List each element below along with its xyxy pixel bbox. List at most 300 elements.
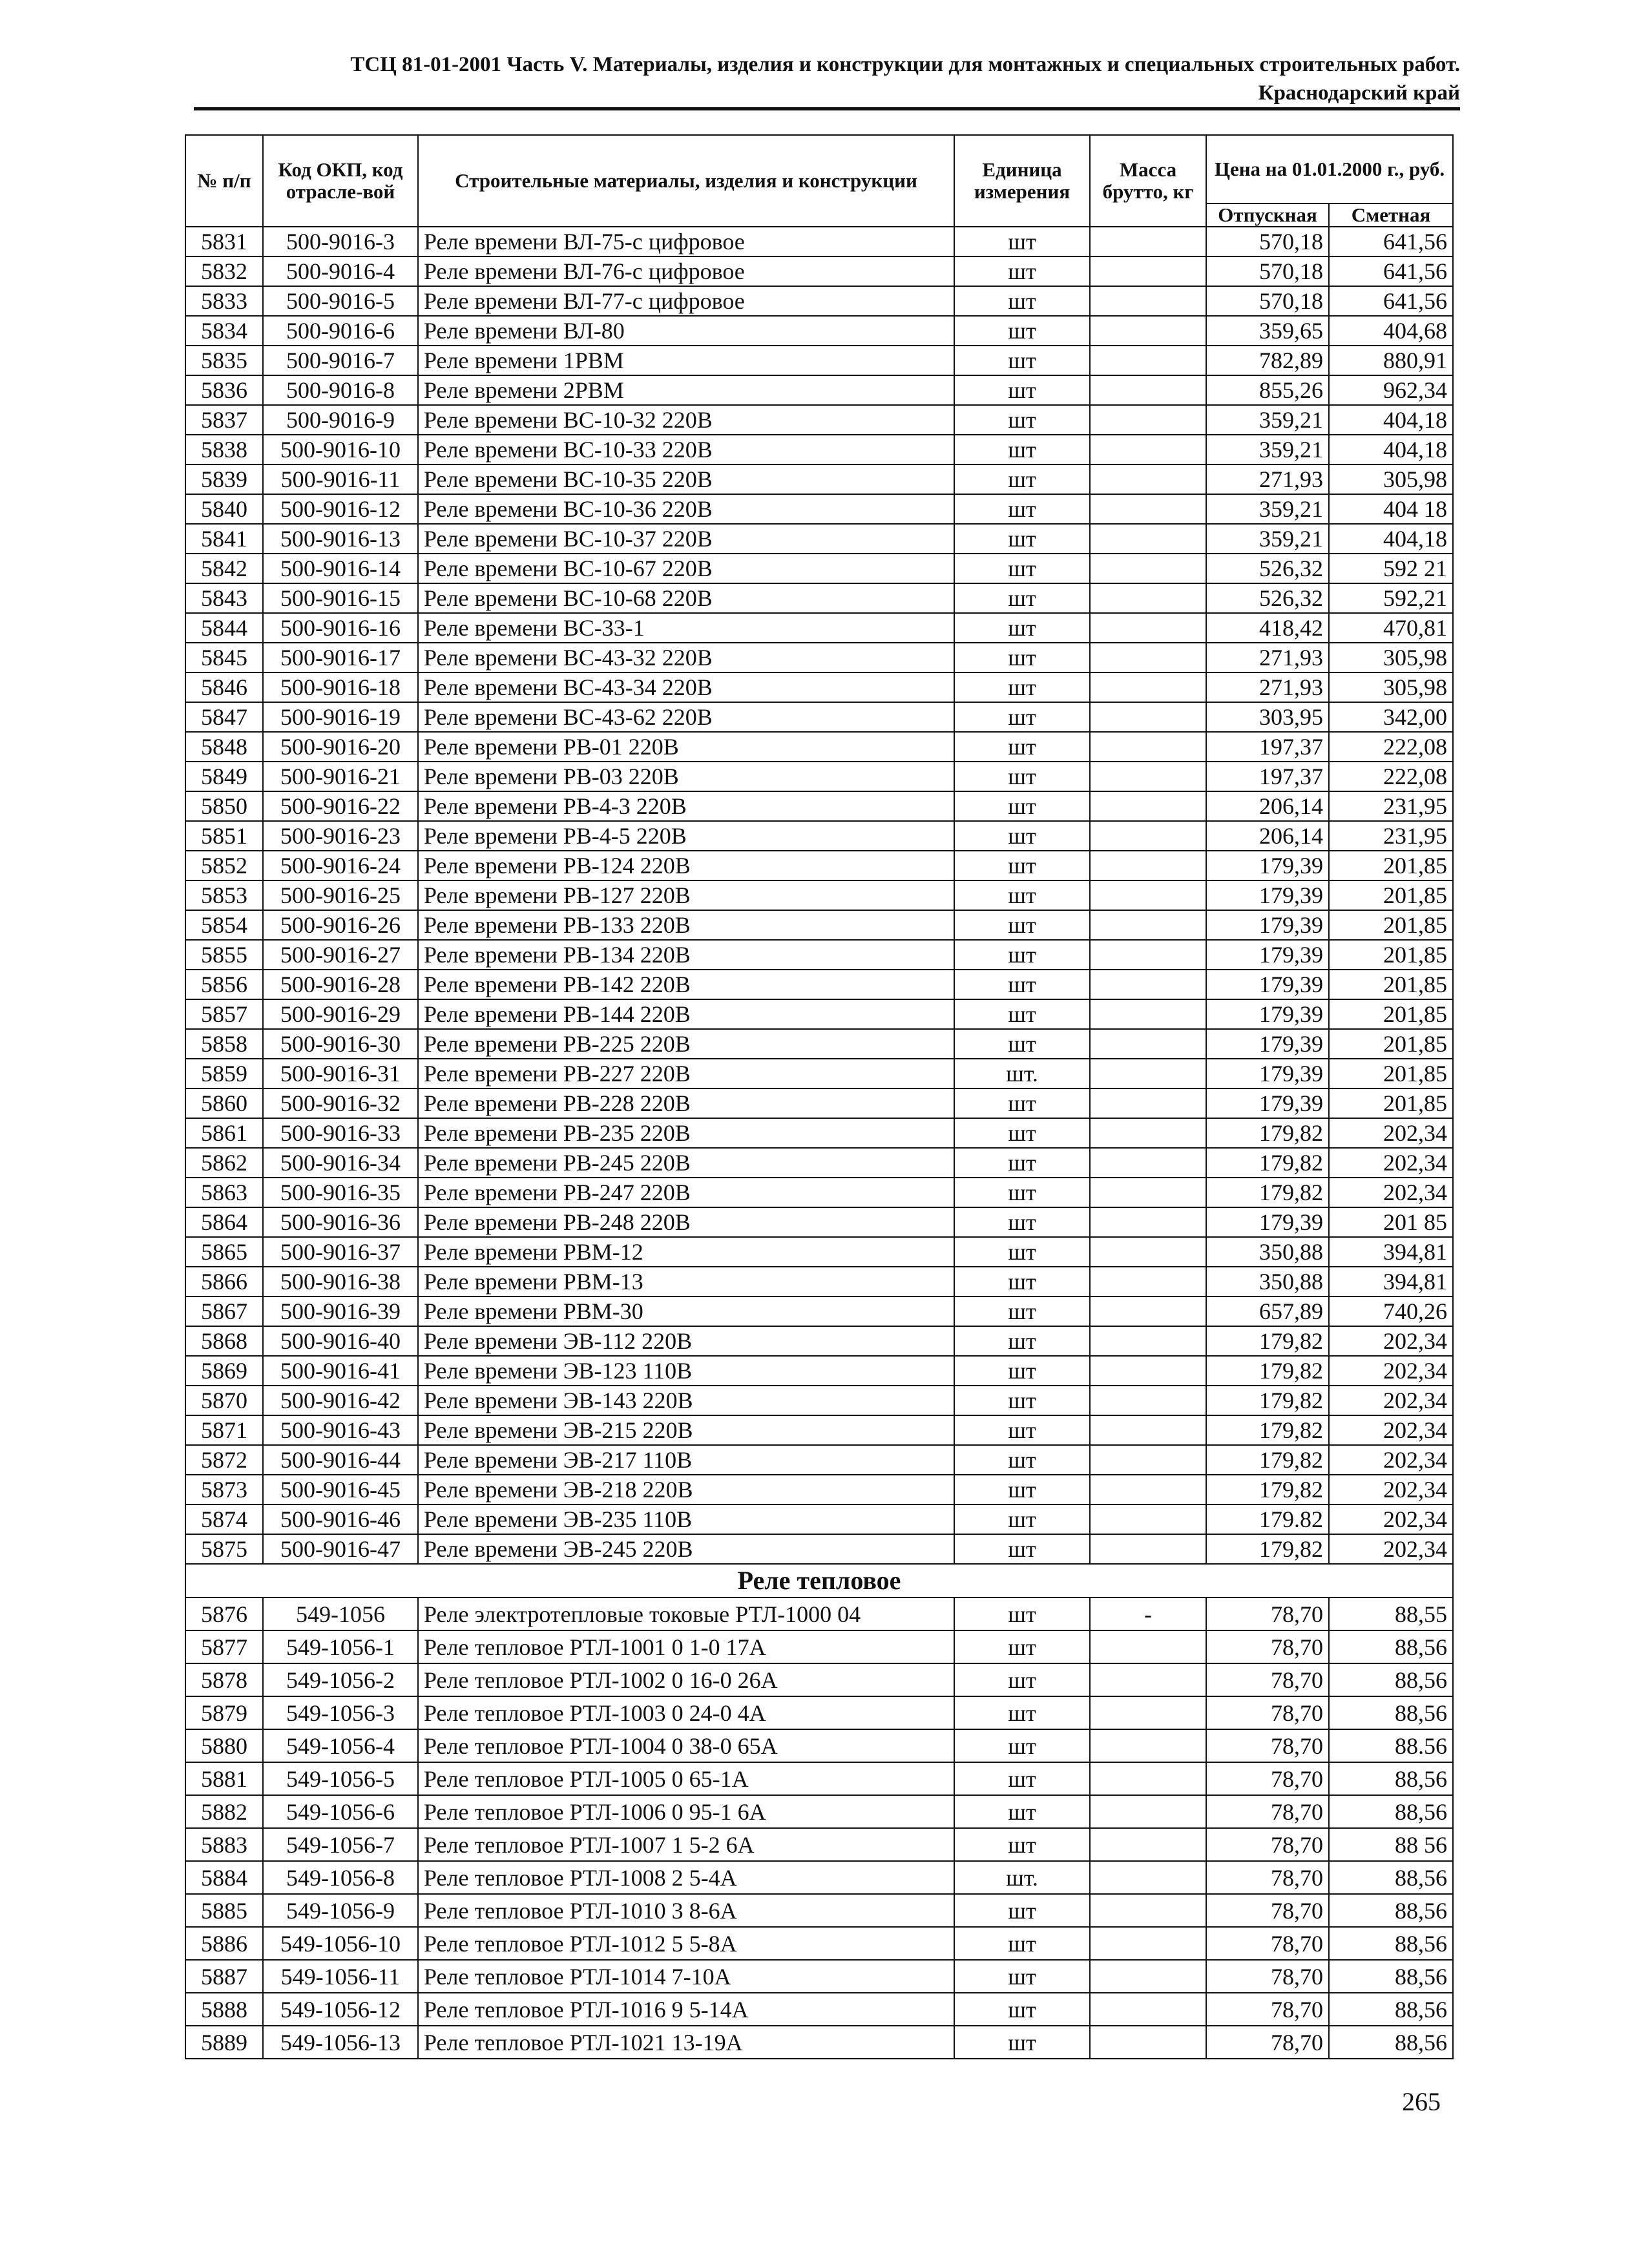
table-row: [185, 524, 1453, 554]
cell-code: 549-1056-1: [263, 1630, 418, 1663]
table-row: [185, 316, 1453, 346]
cell-unit: шт: [954, 1927, 1090, 1960]
cell-p2: 88,56: [1329, 1696, 1453, 1729]
cell-mass: [1090, 1356, 1206, 1386]
cell-num: 5852: [185, 851, 263, 880]
table-row: [185, 762, 1453, 791]
cell-mass: [1090, 435, 1206, 464]
cell-num: 5873: [185, 1475, 263, 1504]
cell-mass: [1090, 346, 1206, 375]
table-row: [185, 1237, 1453, 1267]
cell-mass: [1090, 1861, 1206, 1894]
cell-p1: 570,18: [1206, 286, 1329, 316]
cell-p1: 179,82: [1206, 1356, 1329, 1386]
table-row: [185, 999, 1453, 1029]
cell-num: 5861: [185, 1118, 263, 1148]
cell-num: 5833: [185, 286, 263, 316]
cell-unit: шт: [954, 346, 1090, 375]
cell-p1: 359,21: [1206, 524, 1329, 554]
cell-num: 5862: [185, 1148, 263, 1178]
cell-code: 500-9016-33: [263, 1118, 418, 1148]
cell-num: 5882: [185, 1795, 263, 1828]
cell-unit: шт: [954, 999, 1090, 1029]
cell-mass: [1090, 1663, 1206, 1696]
cell-p1: 359,21: [1206, 435, 1329, 464]
cell-code: 549-1056-2: [263, 1663, 418, 1696]
cell-p1: 78,70: [1206, 1597, 1329, 1630]
cell-num: 5843: [185, 583, 263, 613]
cell-name: Реле времени РВ-245 220В: [418, 1148, 954, 1178]
cell-p1: 206,14: [1206, 821, 1329, 851]
cell-num: 5844: [185, 613, 263, 643]
cell-mass: [1090, 999, 1206, 1029]
cell-unit: шт: [954, 1696, 1090, 1729]
cell-unit: шт: [954, 1178, 1090, 1207]
cell-unit: шт.: [954, 1059, 1090, 1088]
cell-p1: 179,82: [1206, 1386, 1329, 1415]
cell-p1: 78,70: [1206, 1762, 1329, 1795]
cell-num: 5853: [185, 880, 263, 910]
cell-num: 5858: [185, 1029, 263, 1059]
cell-p1: 179,82: [1206, 1178, 1329, 1207]
cell-name: Реле времени РВ-227 220В: [418, 1059, 954, 1088]
table-row: [185, 970, 1453, 999]
table-row: [185, 1207, 1453, 1237]
section-row: [185, 1564, 1453, 1597]
cell-p1: 78,70: [1206, 1729, 1329, 1762]
cell-unit: шт: [954, 1445, 1090, 1475]
table-row: [185, 256, 1453, 286]
cell-code: 500-9016-43: [263, 1415, 418, 1445]
table-row: [185, 405, 1453, 435]
table-row: [185, 346, 1453, 375]
page-number: 265: [1402, 2087, 1441, 2116]
cell-name: Реле времени РВ-124 220В: [418, 851, 954, 880]
table-row: [185, 791, 1453, 821]
cell-unit: шт: [954, 643, 1090, 672]
cell-num: 5839: [185, 464, 263, 494]
cell-mass: [1090, 1960, 1206, 1993]
cell-name: Реле времени РВ-133 220В: [418, 910, 954, 940]
cell-num: 5849: [185, 762, 263, 791]
cell-code: 549-1056: [263, 1597, 418, 1630]
cell-p2: 201,85: [1329, 1088, 1453, 1118]
table-row: [185, 1597, 1453, 1630]
cell-name: Реле времени РВ-235 220В: [418, 1118, 954, 1148]
cell-mass: [1090, 1088, 1206, 1118]
table-row: [185, 464, 1453, 494]
cell-num: 5867: [185, 1296, 263, 1326]
cell-p1: 179,39: [1206, 970, 1329, 999]
cell-p1: 271,93: [1206, 672, 1329, 702]
cell-unit: шт: [954, 1663, 1090, 1696]
cell-unit: шт: [954, 1237, 1090, 1267]
cell-mass: [1090, 1267, 1206, 1296]
cell-name: Реле времени ВЛ-76-с цифровое: [418, 256, 954, 286]
cell-name: Реле тепловое РТЛ-1003 0 24-0 4А: [418, 1696, 954, 1729]
cell-p2: 201,85: [1329, 970, 1453, 999]
cell-code: 500-9016-12: [263, 494, 418, 524]
cell-code: 500-9016-19: [263, 702, 418, 732]
table-row: [185, 1993, 1453, 2026]
cell-name: Реле времени РВМ-13: [418, 1267, 954, 1296]
cell-p2: 231,95: [1329, 791, 1453, 821]
cell-mass: [1090, 1993, 1206, 2026]
cell-p1: 206,14: [1206, 791, 1329, 821]
cell-unit: шт: [954, 375, 1090, 405]
cell-p2: 88,56: [1329, 1663, 1453, 1696]
cell-unit: шт: [954, 1762, 1090, 1795]
table-row: [185, 851, 1453, 880]
table-row: [185, 1828, 1453, 1861]
cell-p1: 350,88: [1206, 1237, 1329, 1267]
cell-p2: 202,34: [1329, 1326, 1453, 1356]
table-row: [185, 702, 1453, 732]
table-row: [185, 880, 1453, 910]
cell-name: Реле времени ВЛ-77-с цифровое: [418, 286, 954, 316]
cell-name: Реле времени РВ-134 220В: [418, 940, 954, 970]
section-title: Реле тепловое: [185, 1564, 1453, 1597]
table-row: [185, 643, 1453, 672]
cell-name: Реле времени РВ-248 220В: [418, 1207, 954, 1237]
cell-p2: 641,56: [1329, 227, 1453, 256]
cell-name: Реле тепловое РТЛ-1010 3 8-6А: [418, 1894, 954, 1927]
cell-p1: 179,39: [1206, 1207, 1329, 1237]
cell-num: 5887: [185, 1960, 263, 1993]
cell-p2: 222,08: [1329, 732, 1453, 762]
cell-p1: 179,82: [1206, 1118, 1329, 1148]
cell-p1: 179,39: [1206, 1029, 1329, 1059]
cell-name: Реле времени ВС-10-68 220В: [418, 583, 954, 613]
cell-mass: [1090, 1696, 1206, 1729]
cell-unit: шт: [954, 1795, 1090, 1828]
cell-p2: 404,18: [1329, 435, 1453, 464]
table-row: [185, 554, 1453, 583]
cell-code: 500-9016-3: [263, 227, 418, 256]
cell-name: Реле тепловое РТЛ-1001 0 1-0 17А: [418, 1630, 954, 1663]
cell-p2: 201,85: [1329, 940, 1453, 970]
cell-num: 5885: [185, 1894, 263, 1927]
cell-name: Реле времени РВ-01 220В: [418, 732, 954, 762]
cell-mass: [1090, 702, 1206, 732]
cell-name: Реле времени ЭВ-143 220В: [418, 1386, 954, 1415]
table-row: [185, 1762, 1453, 1795]
cell-unit: шт: [954, 1356, 1090, 1386]
cell-p2: 88,56: [1329, 1960, 1453, 1993]
cell-p2: 305,98: [1329, 672, 1453, 702]
cell-p2: 201,85: [1329, 880, 1453, 910]
table-row: [185, 1296, 1453, 1326]
cell-unit: шт: [954, 1088, 1090, 1118]
cell-mass: [1090, 1729, 1206, 1762]
cell-code: 500-9016-16: [263, 613, 418, 643]
table-row: [185, 286, 1453, 316]
table-row: [185, 1475, 1453, 1504]
cell-name: Реле времени ВС-43-32 220В: [418, 643, 954, 672]
cell-name: Реле времени РВМ-30: [418, 1296, 954, 1326]
cell-p2: 404,68: [1329, 316, 1453, 346]
cell-unit: шт: [954, 1894, 1090, 1927]
cell-p2: 231,95: [1329, 821, 1453, 851]
cell-p1: 179,39: [1206, 851, 1329, 880]
col-header-unit: Единица измерения: [954, 135, 1090, 227]
cell-num: 5831: [185, 227, 263, 256]
table-row: [185, 1795, 1453, 1828]
cell-code: 500-9016-32: [263, 1088, 418, 1118]
cell-mass: [1090, 554, 1206, 583]
cell-unit: шт.: [954, 1861, 1090, 1894]
table-body-thermal-relays: [185, 1597, 1453, 2059]
cell-num: 5835: [185, 346, 263, 375]
cell-name: Реле времени ЭВ-235 110В: [418, 1504, 954, 1534]
cell-num: 5832: [185, 256, 263, 286]
cell-unit: шт: [954, 435, 1090, 464]
cell-p1: 179,39: [1206, 1088, 1329, 1118]
cell-num: 5838: [185, 435, 263, 464]
cell-p1: 197,37: [1206, 732, 1329, 762]
cell-mass: [1090, 256, 1206, 286]
cell-p1: 526,32: [1206, 583, 1329, 613]
cell-code: 549-1056-3: [263, 1696, 418, 1729]
cell-mass: [1090, 1029, 1206, 1059]
cell-name: Реле времени РВ-4-3 220В: [418, 791, 954, 821]
cell-p2: 201,85: [1329, 1029, 1453, 1059]
table-row: [185, 1386, 1453, 1415]
cell-code: 500-9016-11: [263, 464, 418, 494]
cell-mass: [1090, 464, 1206, 494]
cell-name: Реле времени ЭВ-123 110В: [418, 1356, 954, 1386]
cell-unit: шт: [954, 1504, 1090, 1534]
cell-num: 5874: [185, 1504, 263, 1534]
cell-p2: 222,08: [1329, 762, 1453, 791]
cell-p1: 78,70: [1206, 2026, 1329, 2059]
cell-code: 500-9016-46: [263, 1504, 418, 1534]
cell-p2: 202,34: [1329, 1118, 1453, 1148]
cell-mass: [1090, 1927, 1206, 1960]
cell-p2: 404,18: [1329, 405, 1453, 435]
cell-unit: шт: [954, 1534, 1090, 1564]
cell-p2: 88 56: [1329, 1828, 1453, 1861]
cell-code: 500-9016-5: [263, 286, 418, 316]
cell-num: 5870: [185, 1386, 263, 1415]
cell-name: Реле времени ВС-10-32 220В: [418, 405, 954, 435]
cell-code: 500-9016-4: [263, 256, 418, 286]
cell-p1: 78,70: [1206, 1894, 1329, 1927]
cell-mass: [1090, 1237, 1206, 1267]
cell-p2: 88,56: [1329, 1927, 1453, 1960]
cell-unit: шт: [954, 227, 1090, 256]
cell-num: 5845: [185, 643, 263, 672]
table-row: [185, 613, 1453, 643]
cell-p1: 179,82: [1206, 1326, 1329, 1356]
table-row: [185, 1445, 1453, 1475]
cell-name: Реле времени ЭВ-217 110В: [418, 1445, 954, 1475]
cell-name: Реле электротепловые токовые РТЛ-1000 04: [418, 1597, 954, 1630]
table-row: [185, 1630, 1453, 1663]
cell-num: 5837: [185, 405, 263, 435]
col-header-name: Строительные материалы, изделия и конструкции: [418, 135, 954, 227]
cell-name: Реле времени ВС-33-1: [418, 613, 954, 643]
cell-unit: шт: [954, 524, 1090, 554]
table-row: [185, 1927, 1453, 1960]
cell-p1: 179,82: [1206, 1415, 1329, 1445]
cell-num: 5880: [185, 1729, 263, 1762]
cell-name: Реле времени ВС-43-62 220В: [418, 702, 954, 732]
cell-code: 549-1056-8: [263, 1861, 418, 1894]
table-row: [185, 1326, 1453, 1356]
cell-name: Реле времени ВС-43-34 220В: [418, 672, 954, 702]
cell-num: 5859: [185, 1059, 263, 1088]
cell-p2: 342,00: [1329, 702, 1453, 732]
cell-p2: 202,34: [1329, 1178, 1453, 1207]
col-header-mass: Масса брутто, кг: [1090, 135, 1206, 227]
cell-num: 5850: [185, 791, 263, 821]
cell-p1: 271,93: [1206, 643, 1329, 672]
cell-code: 500-9016-39: [263, 1296, 418, 1326]
cell-code: 500-9016-18: [263, 672, 418, 702]
cell-p2: 641,56: [1329, 256, 1453, 286]
cell-name: Реле времени 2РВМ: [418, 375, 954, 405]
cell-mass: [1090, 1118, 1206, 1148]
cell-p2: 88,56: [1329, 2026, 1453, 2059]
cell-num: 5848: [185, 732, 263, 762]
cell-unit: шт: [954, 1296, 1090, 1326]
table-row: [185, 1088, 1453, 1118]
cell-mass: [1090, 940, 1206, 970]
cell-num: 5884: [185, 1861, 263, 1894]
cell-num: 5855: [185, 940, 263, 970]
cell-num: 5886: [185, 1927, 263, 1960]
cell-p2: 201,85: [1329, 851, 1453, 880]
cell-unit: шт: [954, 583, 1090, 613]
cell-code: 500-9016-22: [263, 791, 418, 821]
cell-p2: 201,85: [1329, 1059, 1453, 1088]
cell-code: 500-9016-25: [263, 880, 418, 910]
table-row: [185, 1729, 1453, 1762]
cell-code: 549-1056-13: [263, 2026, 418, 2059]
cell-num: 5840: [185, 494, 263, 524]
cell-unit: шт: [954, 494, 1090, 524]
cell-name: Реле времени ВЛ-80: [418, 316, 954, 346]
cell-unit: шт: [954, 405, 1090, 435]
cell-p2: 394,81: [1329, 1267, 1453, 1296]
cell-unit: шт: [954, 1729, 1090, 1762]
cell-unit: шт: [954, 1475, 1090, 1504]
cell-num: 5872: [185, 1445, 263, 1475]
cell-p1: 271,93: [1206, 464, 1329, 494]
cell-num: 5883: [185, 1828, 263, 1861]
cell-code: 500-9016-28: [263, 970, 418, 999]
cell-unit: шт: [954, 613, 1090, 643]
cell-name: Реле времени ЭВ-112 220В: [418, 1326, 954, 1356]
cell-p2: 201 85: [1329, 1207, 1453, 1237]
cell-num: 5878: [185, 1663, 263, 1696]
cell-p2: 592 21: [1329, 554, 1453, 583]
cell-unit: шт: [954, 1267, 1090, 1296]
cell-num: 5869: [185, 1356, 263, 1386]
table-row: [185, 1178, 1453, 1207]
cell-p2: 201,85: [1329, 999, 1453, 1029]
cell-p2: 740,26: [1329, 1296, 1453, 1326]
cell-name: Реле тепловое РТЛ-1007 1 5-2 6А: [418, 1828, 954, 1861]
cell-p1: 179,39: [1206, 940, 1329, 970]
cell-p1: 179,39: [1206, 910, 1329, 940]
cell-code: 500-9016-38: [263, 1267, 418, 1296]
cell-mass: [1090, 1894, 1206, 1927]
cell-p1: 359,21: [1206, 494, 1329, 524]
cell-code: 500-9016-29: [263, 999, 418, 1029]
cell-mass: [1090, 880, 1206, 910]
table-row: [185, 1029, 1453, 1059]
cell-num: 5875: [185, 1534, 263, 1564]
cell-num: 5889: [185, 2026, 263, 2059]
cell-mass: [1090, 2026, 1206, 2059]
cell-p1: 78,70: [1206, 1993, 1329, 2026]
cell-p1: 782,89: [1206, 346, 1329, 375]
cell-name: Реле тепловое РТЛ-1021 13-19А: [418, 2026, 954, 2059]
cell-code: 549-1056-11: [263, 1960, 418, 1993]
cell-code: 549-1056-7: [263, 1828, 418, 1861]
cell-num: 5836: [185, 375, 263, 405]
cell-unit: шт: [954, 791, 1090, 821]
cell-unit: шт: [954, 970, 1090, 999]
page-header: [194, 50, 1460, 107]
cell-mass: [1090, 1630, 1206, 1663]
cell-code: 500-9016-8: [263, 375, 418, 405]
cell-num: 5871: [185, 1415, 263, 1445]
cell-code: 500-9016-36: [263, 1207, 418, 1237]
cell-code: 500-9016-40: [263, 1326, 418, 1356]
cell-p1: 78,70: [1206, 1663, 1329, 1696]
cell-p1: 197,37: [1206, 762, 1329, 791]
cell-name: Реле времени РВ-4-5 220В: [418, 821, 954, 851]
table-row: [185, 435, 1453, 464]
cell-code: 500-9016-26: [263, 910, 418, 940]
table-row: [185, 1861, 1453, 1894]
cell-p2: 88,56: [1329, 1795, 1453, 1828]
cell-unit: шт: [954, 910, 1090, 940]
cell-p1: 303,95: [1206, 702, 1329, 732]
cell-code: 549-1056-9: [263, 1894, 418, 1927]
cell-p2: 202,34: [1329, 1148, 1453, 1178]
cell-name: Реле времени РВ-127 220В: [418, 880, 954, 910]
cell-p1: 78,70: [1206, 1828, 1329, 1861]
cell-name: Реле времени ВЛ-75-с цифровое: [418, 227, 954, 256]
cell-name: Реле времени РВ-144 220В: [418, 999, 954, 1029]
cell-num: 5857: [185, 999, 263, 1029]
table-row: [185, 940, 1453, 970]
cell-mass: [1090, 1504, 1206, 1534]
cell-code: 500-9016-9: [263, 405, 418, 435]
cell-p2: 592,21: [1329, 583, 1453, 613]
cell-p2: 202,34: [1329, 1504, 1453, 1534]
cell-name: Реле тепловое РТЛ-1016 9 5-14А: [418, 1993, 954, 2026]
cell-mass: [1090, 405, 1206, 435]
cell-mass: [1090, 1475, 1206, 1504]
cell-p1: 657,89: [1206, 1296, 1329, 1326]
cell-p1: 78,70: [1206, 1861, 1329, 1894]
cell-mass: [1090, 1415, 1206, 1445]
cell-unit: шт: [954, 1207, 1090, 1237]
cell-p2: 88.56: [1329, 1729, 1453, 1762]
cell-mass: [1090, 1207, 1206, 1237]
cell-code: 500-9016-30: [263, 1029, 418, 1059]
cell-mass: [1090, 1326, 1206, 1356]
header-rule: [194, 107, 1460, 110]
table-row: [185, 375, 1453, 405]
cell-p1: 418,42: [1206, 613, 1329, 643]
cell-unit: шт: [954, 286, 1090, 316]
